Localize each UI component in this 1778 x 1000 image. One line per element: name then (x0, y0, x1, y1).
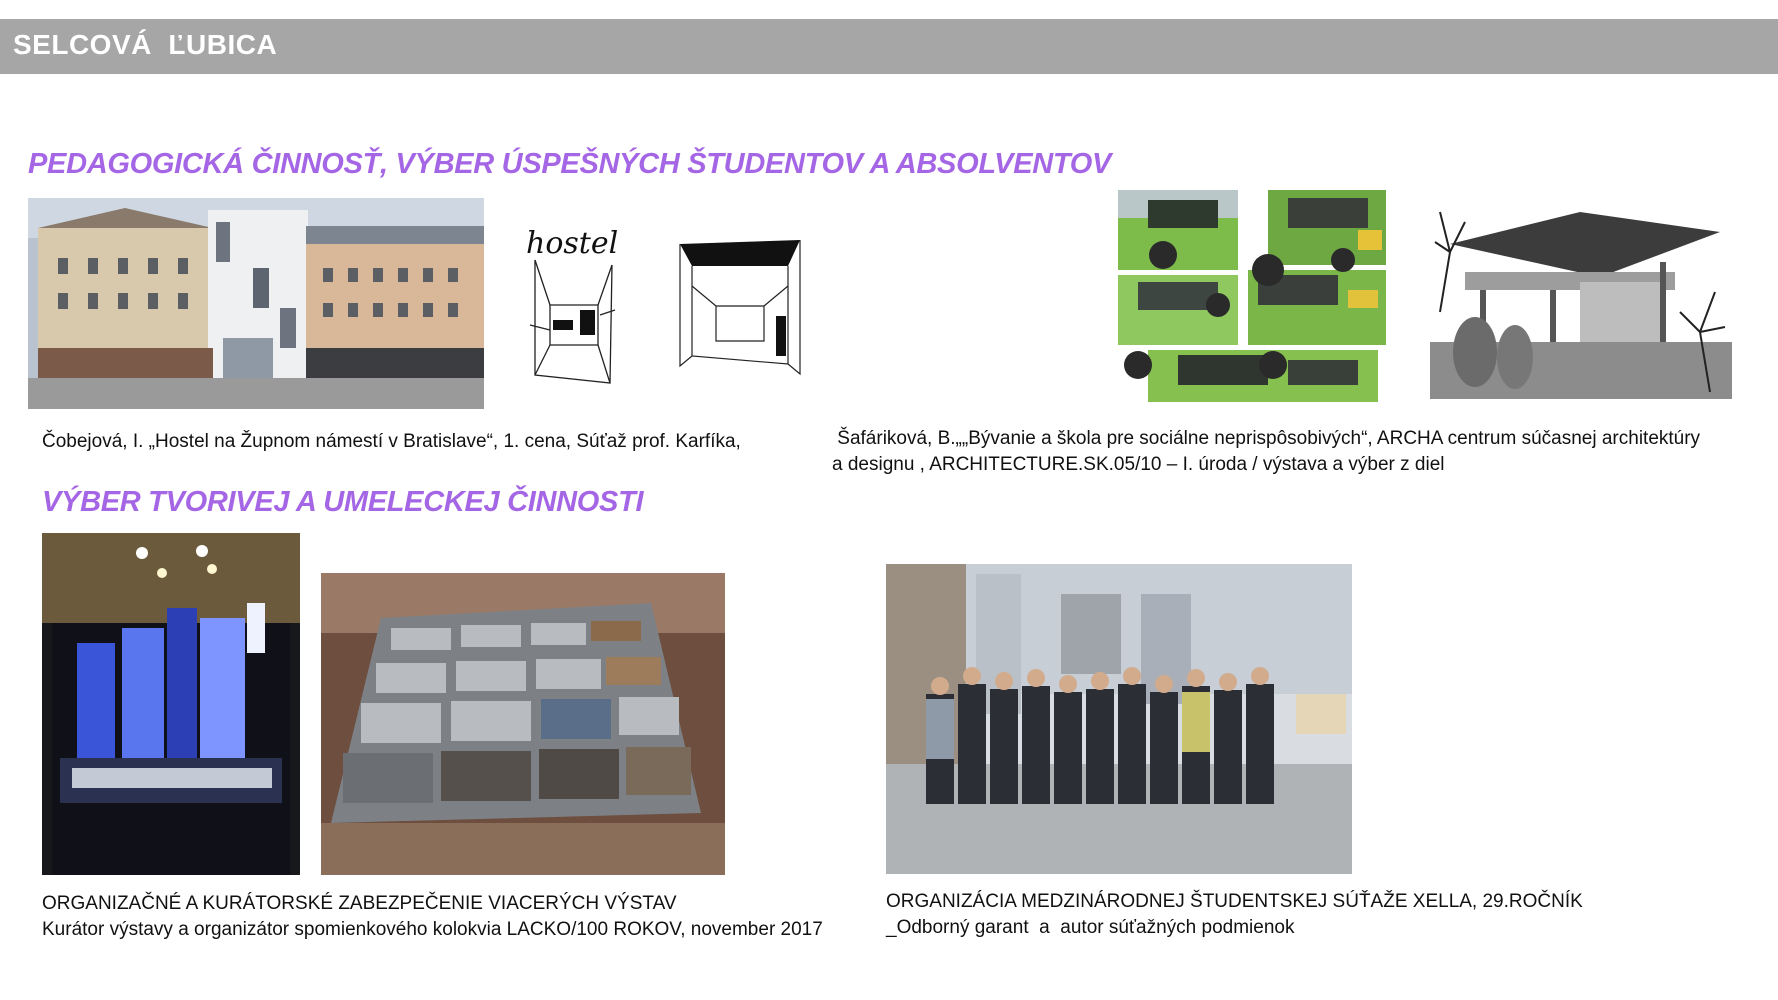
caption-xella-line2: _Odborný garant a autor súťažných podmienok (886, 917, 1295, 938)
hostel-sketch (520, 205, 625, 395)
housing-collage (1118, 190, 1386, 402)
caption-safarikova-line2: a designu , ARCHITECTURE.SK.05/10 – I. úroda / výstava a výber z diel (832, 454, 1445, 475)
exhibition-panels-photo (321, 573, 725, 875)
caption-safarikova-line1: Šafáriková, B.„„Bývanie a škola pre sociálne neprispôsobivých“, ARCHA centrum súčasnej architektúry (832, 428, 1701, 449)
section-title-creative: VÝBER TVORIVEJ A UMELECKEJ ČINNOSTI (42, 486, 644, 518)
pavilion-render (1430, 192, 1732, 399)
street-photo (28, 198, 484, 409)
caption-hostel: Čobejová, I. „Hostel na Župnom námestí v Bratislave“, 1. cena, Súťaž prof. Karfíka, (42, 431, 741, 452)
section-title-pedagogical: PEDAGOGICKÁ ČINNOSŤ, VÝBER ÚSPEŠNÝCH ŠTUDENTOV A ABSOLVENTOV (28, 148, 1112, 180)
caption-exhibitions-line1: ORGANIZAČNÉ A KURÁTORSKÉ ZABEZPEČENIE VIACERÝCH VÝSTAV (42, 893, 677, 914)
group-photo (886, 564, 1352, 874)
sketch-word: hostel (526, 226, 619, 261)
caption-xella-line1: ORGANIZÁCIA MEDZINÁRODNEJ ŠTUDENTSKEJ SÚŤAŽE XELLA, 29.ROČNÍK (886, 891, 1583, 912)
exhibition-blue-photo (42, 533, 300, 875)
room-sketch (676, 236, 804, 378)
page-title: SELCOVÁ ĽUBICA (13, 29, 278, 60)
caption-exhibitions-line2: Kurátor výstavy a organizátor spomienkového kolokvia LACKO/100 ROKOV, november 2017 (42, 919, 823, 940)
